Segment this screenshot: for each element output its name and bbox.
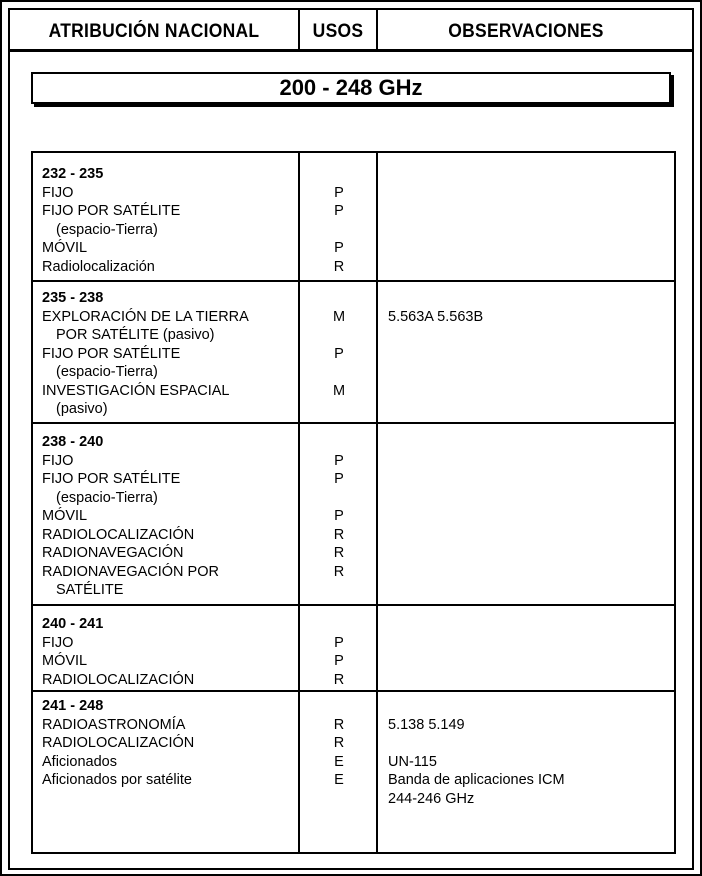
service-name: POR SATÉLITE (pasivo)	[56, 327, 215, 343]
service-name: RADIOASTRONOMÍA	[42, 716, 186, 733]
band-range: 241 - 248	[42, 698, 104, 714]
service-name: FIJO	[42, 184, 74, 201]
observation: Banda de aplicaciones ICM	[388, 772, 565, 788]
service-uso: R	[333, 563, 345, 580]
service-name: RADIONAVEGACIÓN POR	[42, 563, 219, 580]
column-divider	[376, 151, 378, 854]
service-uso: E	[334, 753, 344, 770]
row-divider	[31, 690, 676, 692]
service-name: (espacio-Tierra)	[56, 489, 158, 506]
band-range: 232 - 235	[42, 166, 104, 182]
service-uso: P	[334, 345, 344, 362]
header-divider	[376, 10, 378, 52]
service-name: RADIOLOCALIZACIÓN	[42, 735, 195, 751]
service-uso: P	[334, 508, 344, 524]
band-range: 235 - 238	[42, 290, 104, 306]
service-name: FIJO POR SATÉLITE	[42, 345, 181, 362]
service-name: RADIONAVEGACIÓN	[42, 545, 184, 561]
header-usos: USOS	[312, 20, 364, 42]
service-name: RADIOLOCALIZACIÓN	[42, 526, 195, 543]
band-range: 240 - 241	[42, 616, 104, 632]
service-name: FIJO	[42, 634, 74, 651]
header-atribucion: ATRIBUCIÓN NACIONAL	[48, 20, 260, 42]
service-uso: R	[333, 545, 345, 561]
service-name: MÓVIL	[42, 240, 88, 256]
row-divider	[31, 604, 676, 606]
service-uso: R	[333, 258, 345, 275]
service-uso: P	[334, 203, 344, 219]
observation: UN-115	[388, 753, 437, 770]
service-name: FIJO POR SATÉLITE	[42, 471, 181, 487]
band-title: 200 - 248 GHz	[31, 72, 671, 104]
service-uso: P	[334, 634, 344, 651]
service-name: Radiolocalización	[42, 258, 155, 275]
service-uso: R	[333, 671, 345, 688]
service-name: Aficionados por satélite	[42, 772, 192, 788]
service-name: (espacio-Tierra)	[56, 221, 158, 238]
service-name: Aficionados	[42, 753, 117, 770]
service-name: FIJO	[42, 452, 74, 469]
service-uso: E	[334, 772, 344, 788]
service-uso: M	[332, 308, 346, 325]
service-name: (pasivo)	[56, 401, 108, 417]
service-name: RADIOLOCALIZACIÓN	[42, 671, 195, 688]
row-divider	[31, 280, 676, 282]
band-range: 238 - 240	[42, 434, 104, 450]
service-uso: P	[334, 471, 344, 487]
observation: 244-246 GHz	[388, 790, 475, 807]
service-uso: R	[333, 716, 345, 733]
service-name: INVESTIGACIÓN ESPACIAL	[42, 382, 230, 399]
service-name: MÓVIL	[42, 508, 88, 524]
service-name: FIJO POR SATÉLITE	[42, 203, 181, 219]
service-name: MÓVIL	[42, 653, 88, 669]
row-divider	[31, 422, 676, 424]
service-uso: P	[334, 184, 344, 201]
header-observaciones: OBSERVACIONES	[448, 20, 604, 42]
observation: 5.563A 5.563B	[388, 308, 484, 325]
column-divider	[298, 151, 300, 854]
observation: 5.138 5.149	[388, 716, 465, 733]
header-divider	[298, 10, 300, 52]
service-uso: P	[334, 653, 344, 669]
service-name: SATÉLITE	[56, 582, 124, 598]
service-name: EXPLORACIÓN DE LA TIERRA	[42, 308, 249, 325]
service-uso: R	[333, 735, 345, 751]
service-uso: M	[332, 382, 346, 399]
service-name: (espacio-Tierra)	[56, 364, 158, 380]
service-uso: P	[334, 240, 344, 256]
service-uso: R	[333, 526, 345, 543]
service-uso: P	[334, 452, 344, 469]
